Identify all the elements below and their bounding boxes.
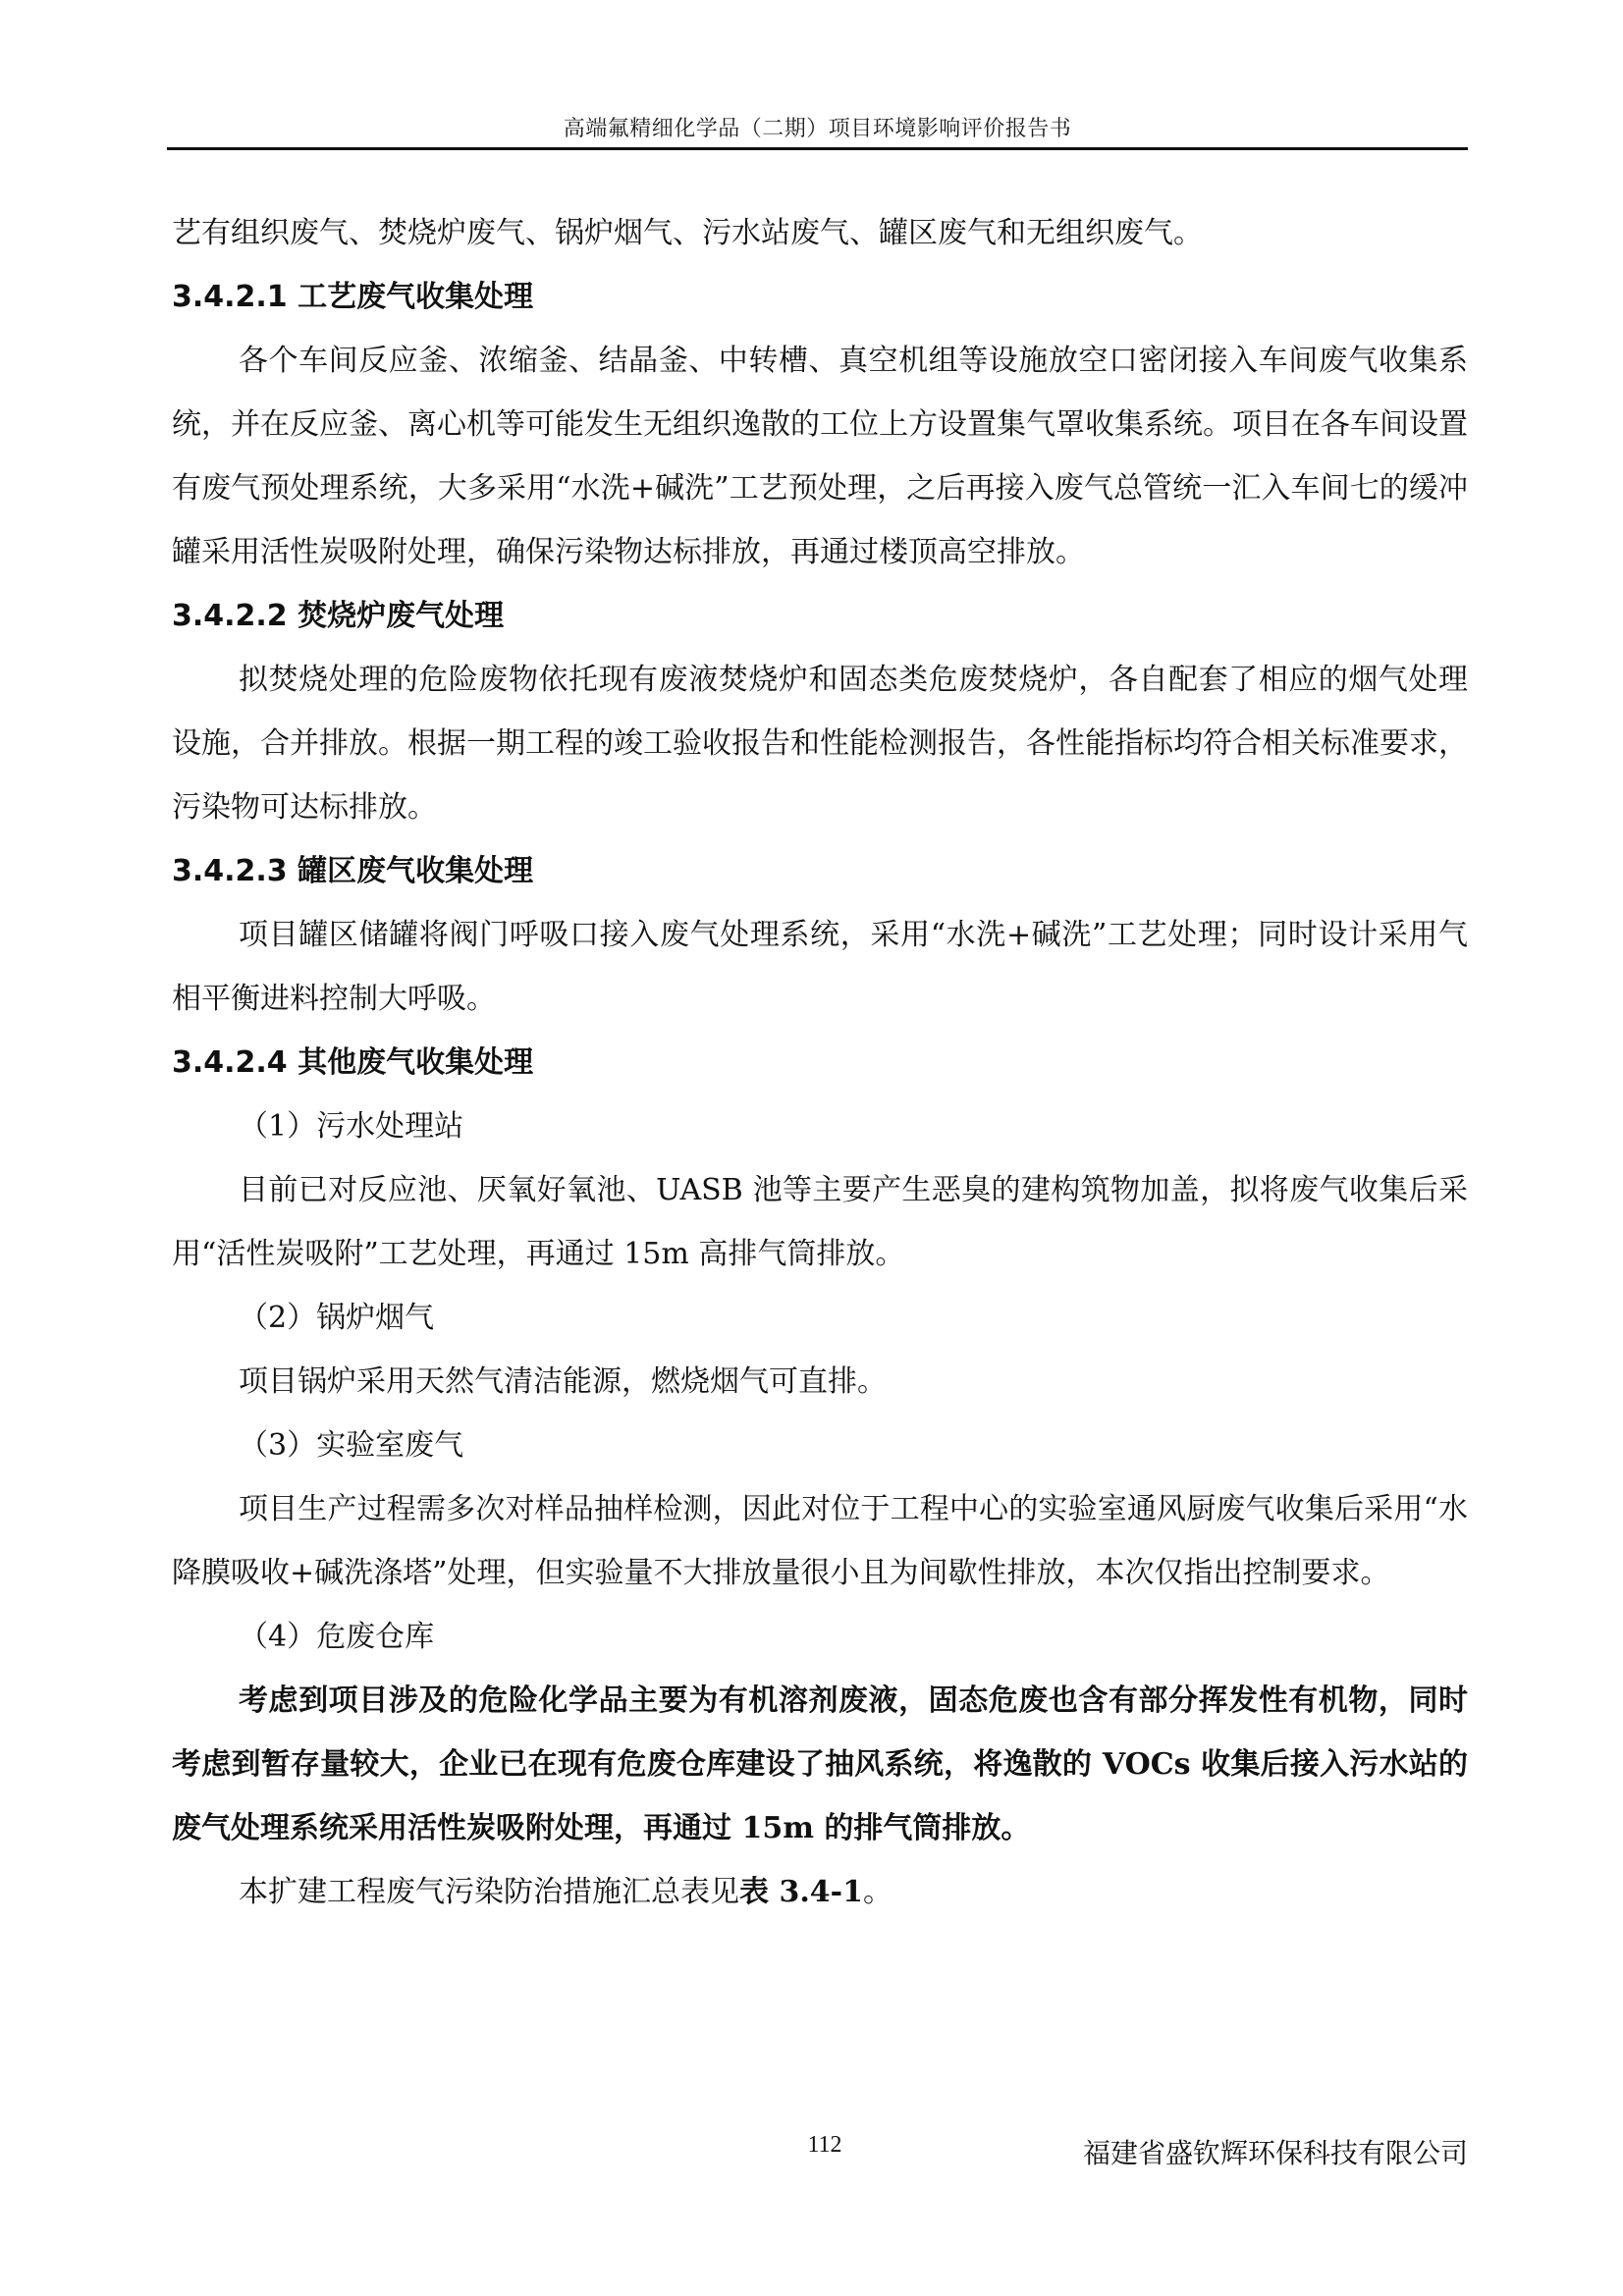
section-heading-3-4-2-1: 3.4.2.1 工艺废气收集处理 — [172, 280, 534, 314]
closing-text-suffix: 。 — [862, 1875, 893, 1909]
header-divider — [167, 147, 1468, 150]
subsection-title-lab-waste-gas: （3）实验室废气 — [239, 1428, 464, 1463]
section-heading-3-4-2-3: 3.4.2.3 罐区废气收集处理 — [172, 854, 534, 888]
subsection-title-hazardous-waste-warehouse: （4）危废仓库 — [239, 1620, 435, 1654]
subsection-title-wastewater-station: （1）污水处理站 — [239, 1109, 464, 1144]
section-paragraph-3-4-2-1: 各个车间反应釜、浓缩釜、结晶釜、中转槽、真空机组等设施放空口密闭接入车间废气收集系统，并在反应釜、离心机等可能发生无组织逸散的工位上方设置集气罩收集系统。项目在各车间设置有废气预处理系统，大多采用“水洗+碱洗”工艺预处理，之后再接入废气总管统一汇入车间七的缓冲罐采用活性炭吸附处理，确保污染物达标排放，再通过楼顶高空排放。 — [172, 344, 1468, 569]
subsection-text-hazardous-waste-warehouse: 考虑到项目涉及的危险化学品主要为有机溶剂废液，固态危废也含有部分挥发性有机物，同时考虑到暂存量较大，企业已在现有危废仓库建设了抽风系统，将逸散的 VOCs 收集后接入污水站的废气处理系统采用活性炭吸附处理，再通过 15m 的排气筒排放。 — [172, 1683, 1468, 1845]
footer-company-name: 福建省盛钦辉环保科技有限公司 — [1082, 2137, 1468, 2169]
closing-text-prefix: 本扩建工程废气污染防治措施汇总表见 — [239, 1875, 739, 1909]
table-reference-link[interactable]: 表 3.4-1 — [739, 1875, 863, 1909]
section-paragraph-3-4-2-2: 拟焚烧处理的危险废物依托现有废液焚烧炉和固态类危废焚烧炉，各自配套了相应的烟气处理设施，合并排放。根据一期工程的竣工验收报告和性能检测报告，各性能指标均符合相关标准要求，污染物可达标排放。 — [172, 663, 1468, 825]
page-number: 112 — [807, 2132, 842, 2158]
subsection-text-boiler-flue-gas: 项目锅炉采用天然气清洁能源，燃烧烟气可直排。 — [239, 1364, 887, 1399]
section-heading-3-4-2-2: 3.4.2.2 焚烧炉废气处理 — [172, 599, 505, 633]
section-paragraph-3-4-2-3: 项目罐区储罐将阀门呼吸口接入废气处理系统，采用“水洗+碱洗”工艺处理；同时设计采用气相平衡进料控制大呼吸。 — [172, 918, 1468, 1016]
intro-paragraph: 艺有组织废气、焚烧炉废气、锅炉烟气、污水站废气、罐区废气和无组织废气。 — [172, 216, 1203, 250]
page-header-title: 高端氟精细化学品（二期）项目环境影响评价报告书 — [563, 117, 1072, 141]
main-content — [172, 201, 1468, 1924]
section-heading-3-4-2-4: 3.4.2.4 其他废气收集处理 — [172, 1045, 534, 1080]
closing-paragraph — [172, 1860, 1468, 1924]
subsection-title-boiler-flue-gas: （2）锅炉烟气 — [239, 1301, 435, 1335]
subsection-text-wastewater-station: 目前已对反应池、厌氧好氧池、UASB 池等主要产生恶臭的建构筑物加盖，拟将废气收集后采用“活性炭吸附”工艺处理，再通过 15m 高排气筒排放。 — [172, 1173, 1468, 1271]
subsection-text-lab-waste-gas: 项目生产过程需多次对样品抽样检测，因此对位于工程中心的实验室通风厨废气收集后采用“水降膜吸收+碱洗涤塔”处理，但实验量不大排放量很小且为间歇性排放，本次仅指出控制要求。 — [172, 1492, 1468, 1590]
